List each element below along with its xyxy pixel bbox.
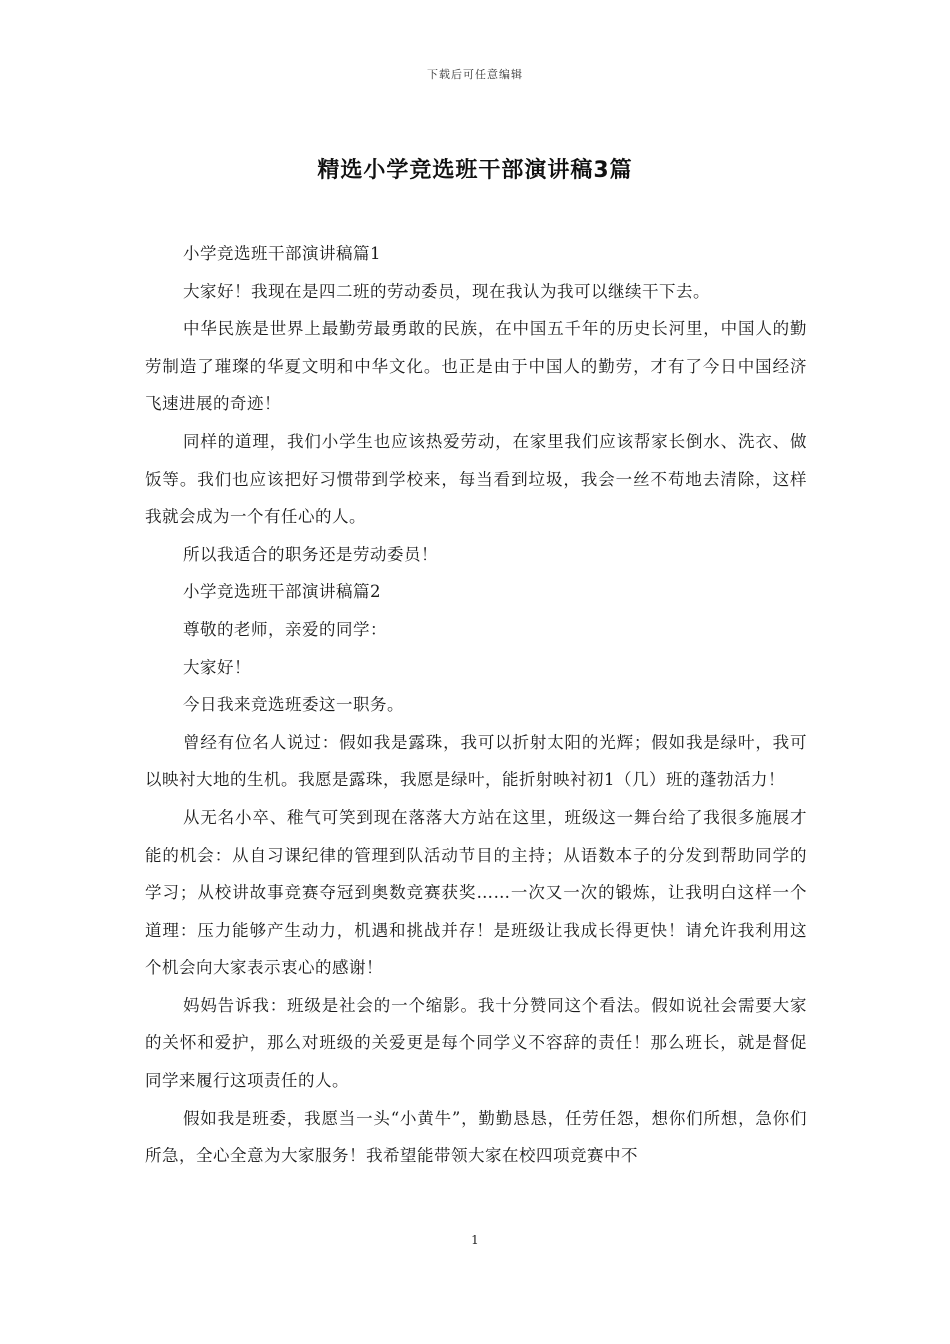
page-number: 1 (471, 1233, 479, 1247)
document-body (145, 235, 807, 1175)
paragraph: 假如我是班委，我愿当一头“小黄牛”，勤勤恳恳，任劳任怨，想你们所想，急你们所急，全心全意为大家服务！我希望能带领大家在校四项竞赛中不 (145, 1108, 807, 1166)
section-heading-2: 小学竞选班干部演讲稿篇2 (183, 582, 381, 602)
paragraph: 今日我来竞选班委这一职务。 (183, 695, 404, 715)
section-heading-1: 小学竞选班干部演讲稿篇1 (183, 244, 381, 263)
document-title: 精选小学竞选班干部演讲稿3篇 (317, 158, 633, 183)
paragraph: 中华民族是世界上最勤劳最勇敢的民族，在中国五千年的历史长河里，中国人的勤劳制造了璀璨的华夏文明和中华文化。也正是由于中国人的勤劳，才有了今日中国经济飞速进展的奇迹！ (145, 319, 807, 414)
paragraph: 从无名小卒、稚气可笑到现在落落大方站在这里，班级这一舞台给了我很多施展才能的机会：从自习课纪律的管理到队活动节目的主持；从语数本子的分发到帮助同学的学习；从校讲故事竞赛夺冠到奥数竞赛获奖……一次又一次的锻炼，让我明白这样一个道理：压力能够产生动力，机遇和挑战并存！是班级让我成长得更快！请允许我利用这个机会向大家表示衷心的感谢！ (145, 807, 807, 978)
paragraph: 妈妈告诉我：班级是社会的一个缩影。我十分赞同这个看法。假如说社会需要大家的关怀和爱护，那么对班级的关爱更是每个同学义不容辞的责任！那么班长，就是督促同学来履行这项责任的人。 (145, 995, 807, 1091)
paragraph: 所以我适合的职务还是劳动委员！ (183, 544, 438, 564)
salutation: 尊敬的老师，亲爱的同学： (183, 619, 387, 639)
paragraph: 大家好！我现在是四二班的劳动委员，现在我认为我可以继续干下去。 (183, 281, 710, 301)
greeting: 大家好！ (183, 657, 251, 677)
header-note: 下载后可任意编辑 (427, 68, 523, 81)
paragraph: 曾经有位名人说过：假如我是露珠，我可以折射太阳的光辉；假如我是绿叶，我可以映衬大地的生机。我愿是露珠，我愿是绿叶，能折射映衬初1（几）班的蓬勃活力！ (145, 732, 807, 790)
paragraph: 同样的道理，我们小学生也应该热爱劳动，在家里我们应该帮家长倒水、洗衣、做饭等。我们也应该把好习惯带到学校来，每当看到垃圾，我会一丝不苟地去清除，这样我就会成为一个有任心的人。 (145, 431, 807, 527)
